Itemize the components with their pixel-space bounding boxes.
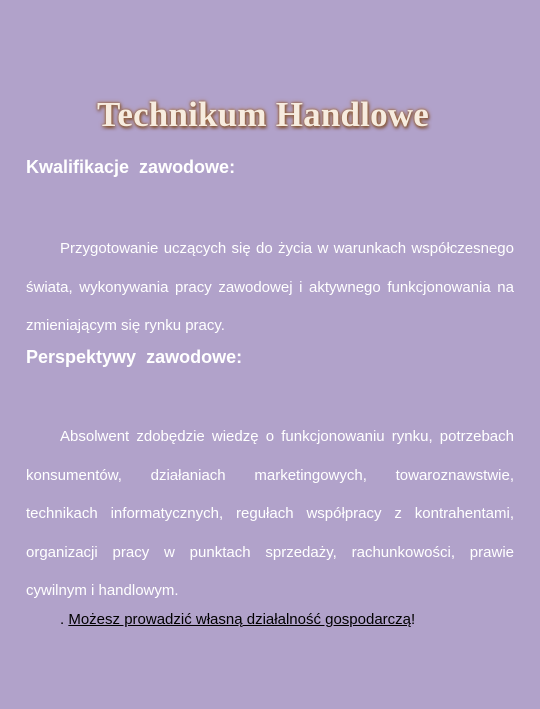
business-link[interactable]: Możesz prowadzić własną działalność gospodarczą bbox=[68, 611, 412, 628]
closing-line bbox=[60, 610, 415, 630]
page-title: Technikum Handlowe bbox=[97, 95, 429, 135]
closing-suffix: ! bbox=[411, 611, 416, 628]
section-text-qualifications: Przygotowanie uczących się do życia w warunkach współczesnego świata, wykonywania pracy zawodowej i aktywnego funkcjonowania na zmieniającym się rynku pracy. bbox=[26, 240, 514, 334]
section-text-perspectives: Absolwent zdobędzie wiedzę o funkcjonowaniu rynku, potrzebach konsumentów, działaniach marketingowych, towaroznawstwie, technikach informatycznych, regułach współpracy z kontrahentami, organizacji pracy w punktach sprzedaży, rachunkowości, prawie cywilnym i handlowym. bbox=[26, 428, 514, 599]
section-heading-qualifications: Kwalifikacje zawodowe: bbox=[26, 157, 236, 177]
section-heading-perspectives: Perspektywy zawodowe: bbox=[26, 347, 243, 367]
closing-prefix: . bbox=[60, 611, 69, 628]
